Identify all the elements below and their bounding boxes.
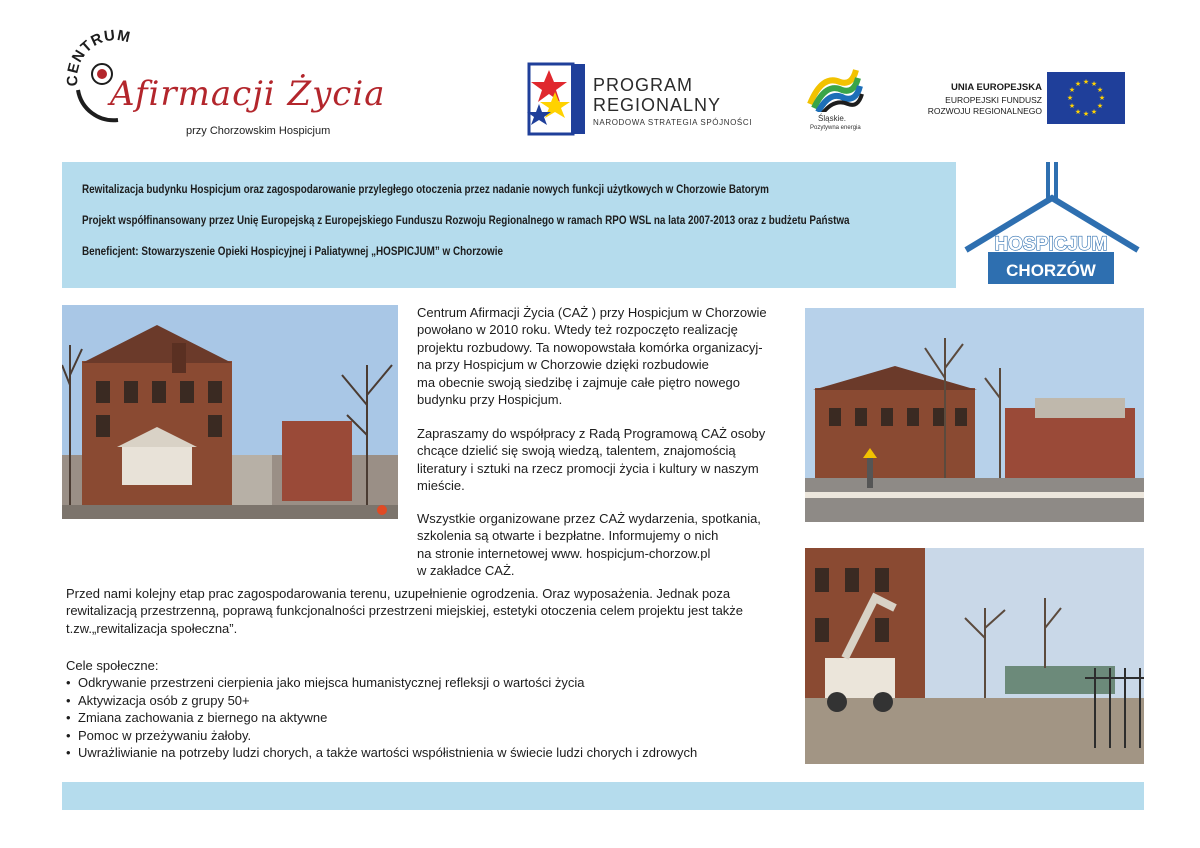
intro-line: ma obecnie swoją siedzibę i zajmuje całe piętro nowego <box>417 374 741 390</box>
logo-main-text: Afirmacji Życia <box>110 74 386 114</box>
events-paragraph <box>417 510 802 580</box>
banner-line-2: Projekt współfinansowany przez Unię Europejską z Europejskiego Funduszu Rozwoju Regionalnego w ramach RPO WSL na lata 2007-2013 oraz z budżetu Państwa <box>82 215 850 227</box>
hospicjum-house-icon <box>960 160 1150 290</box>
intro-line: na przy Hospicjum w Chorzowie dzięki rozbudowie <box>417 357 709 373</box>
goal-item: • Odkrywanie przestrzeni cierpienia jako miejsca humanistycznej refleksji o wartości życia <box>66 674 796 691</box>
logo-slaskie <box>800 64 870 136</box>
slaskie-line-2: Pozytywna energia <box>810 125 861 131</box>
next-stage-line: rewitalizacją przestrzenną, poprawą funkcjonalności przestrzeni miejskiej, estetyki otoczenia celem projektu jest także <box>66 603 744 619</box>
svg-text:★: ★ <box>1068 86 1076 94</box>
svg-text:★: ★ <box>1074 108 1082 116</box>
goal-item: • Uwrażliwianie na potrzeby ludzi chorych, a także wartości współistnienia w świecie ludzi chorych i zdrowych <box>66 744 796 761</box>
photo-construction-site <box>805 548 1144 764</box>
goal-item: • Zmiana zachowania z biernego na aktywne <box>66 709 796 726</box>
eu-flag-icon <box>1047 72 1125 124</box>
svg-text:★: ★ <box>1098 94 1106 102</box>
goal-item: • Aktywizacja osób z grupy 50+ <box>66 692 796 709</box>
hospicjum-city: CHORZÓW <box>1006 261 1096 280</box>
svg-text:★: ★ <box>1082 78 1090 86</box>
next-stage-paragraph <box>66 585 796 637</box>
invitation-paragraph <box>417 425 802 495</box>
next-stage-line: t.zw.„rewitalizacja społeczna”. <box>66 620 238 636</box>
logo-unia-europejska <box>908 72 1128 124</box>
invitation-line: literatury i sztuki na rzecz promocji życia i kultury w naszym <box>417 460 759 476</box>
invitation-line: mieście. <box>417 478 465 494</box>
events-line: Wszystkie organizowane przez CAŻ wydarzenia, spotkania, <box>417 511 761 526</box>
invitation-line: chcące dzielić się swoją wiedzą, talentem, znajomością <box>417 443 736 459</box>
logo-program-regionalny <box>527 62 757 142</box>
logo-hospicjum-chorzow <box>960 160 1150 290</box>
photo-hospice-building-street <box>62 305 398 519</box>
hospicjum-name: HOSPICJUM <box>994 234 1108 255</box>
intro-line: powołano w 2010 roku. Wtedy też rozpoczęto realizację <box>417 322 738 338</box>
slaskie-line-1: Śląskie. <box>818 114 847 123</box>
intro-paragraph <box>417 304 802 408</box>
events-line: w zakładce CAŻ. <box>417 563 515 579</box>
slaskie-wave-icon <box>800 64 870 112</box>
footer-bar <box>62 782 1144 810</box>
svg-text:★: ★ <box>1096 102 1104 110</box>
social-goals-list <box>66 674 796 761</box>
svg-text:★: ★ <box>1082 110 1090 118</box>
program-regionalny-emblem <box>527 62 589 136</box>
events-line: na stronie internetowej www. hospicjum-chorzow.pl <box>417 545 711 561</box>
program-line-1: PROGRAM <box>593 75 694 95</box>
next-stage-line: Przed nami kolejny etap prac zagospodarowania terenu, uzupełnienie ogrodzenia. Oraz wyposażenia. Jednak poza <box>66 586 731 601</box>
goal-item: • Pomoc w przeżywaniu żałoby. <box>66 727 796 744</box>
svg-text:★: ★ <box>1068 102 1076 110</box>
invitation-line: Zapraszamy do współpracy z Radą Programową CAŻ osoby <box>417 426 766 441</box>
intro-line: Centrum Afirmacji Życia (CAŻ ) przy Hospicjum w Chorzowie <box>417 305 767 320</box>
intro-line: budynku przy Hospicjum. <box>417 392 563 408</box>
logo-sub-text: przy Chorzowskim Hospicjum <box>186 125 331 137</box>
logo-arc-text: CENTRUM <box>63 28 133 87</box>
logo-centrum-afirmacji-zycia <box>58 28 386 148</box>
banner-line-3: Beneficjent: Stowarzyszenie Opieki Hospicyjnej i Paliatywnej „HOSPICJUM” w Chorzowie <box>82 246 503 258</box>
banner-line-1: Rewitalizacja budynku Hospicjum oraz zagospodarowanie przyległego otoczenia przez nadanie nowych funkcji użytkowych w Chorzowie Batorym <box>82 184 769 196</box>
program-line-3: NARODOWA STRATEGIA SPÓJNOŚCI <box>593 118 753 127</box>
program-line-2: REGIONALNY <box>593 95 722 115</box>
project-info-banner <box>62 162 956 288</box>
eu-line-2: EUROPEJSKI FUNDUSZ <box>945 95 1042 105</box>
svg-text:★: ★ <box>1096 86 1104 94</box>
svg-text:★: ★ <box>1090 108 1098 116</box>
social-goals-section <box>66 657 796 761</box>
svg-text:★: ★ <box>1090 80 1098 88</box>
events-line: szkolenia są otwarte i bezpłatne. Informujemy o nich <box>417 528 719 544</box>
svg-text:★: ★ <box>1074 80 1082 88</box>
eu-line-1: UNIA EUROPEJSKA <box>951 82 1042 93</box>
photo-building-street-view <box>805 308 1144 522</box>
svg-text:★: ★ <box>1066 94 1074 102</box>
social-goals-title: Cele społeczne: <box>66 658 159 673</box>
intro-line: projektu rozbudowy. Ta nowopowstała komórka organizacyj- <box>417 339 763 355</box>
eu-line-3: ROZWOJU REGIONALNEGO <box>927 106 1042 116</box>
